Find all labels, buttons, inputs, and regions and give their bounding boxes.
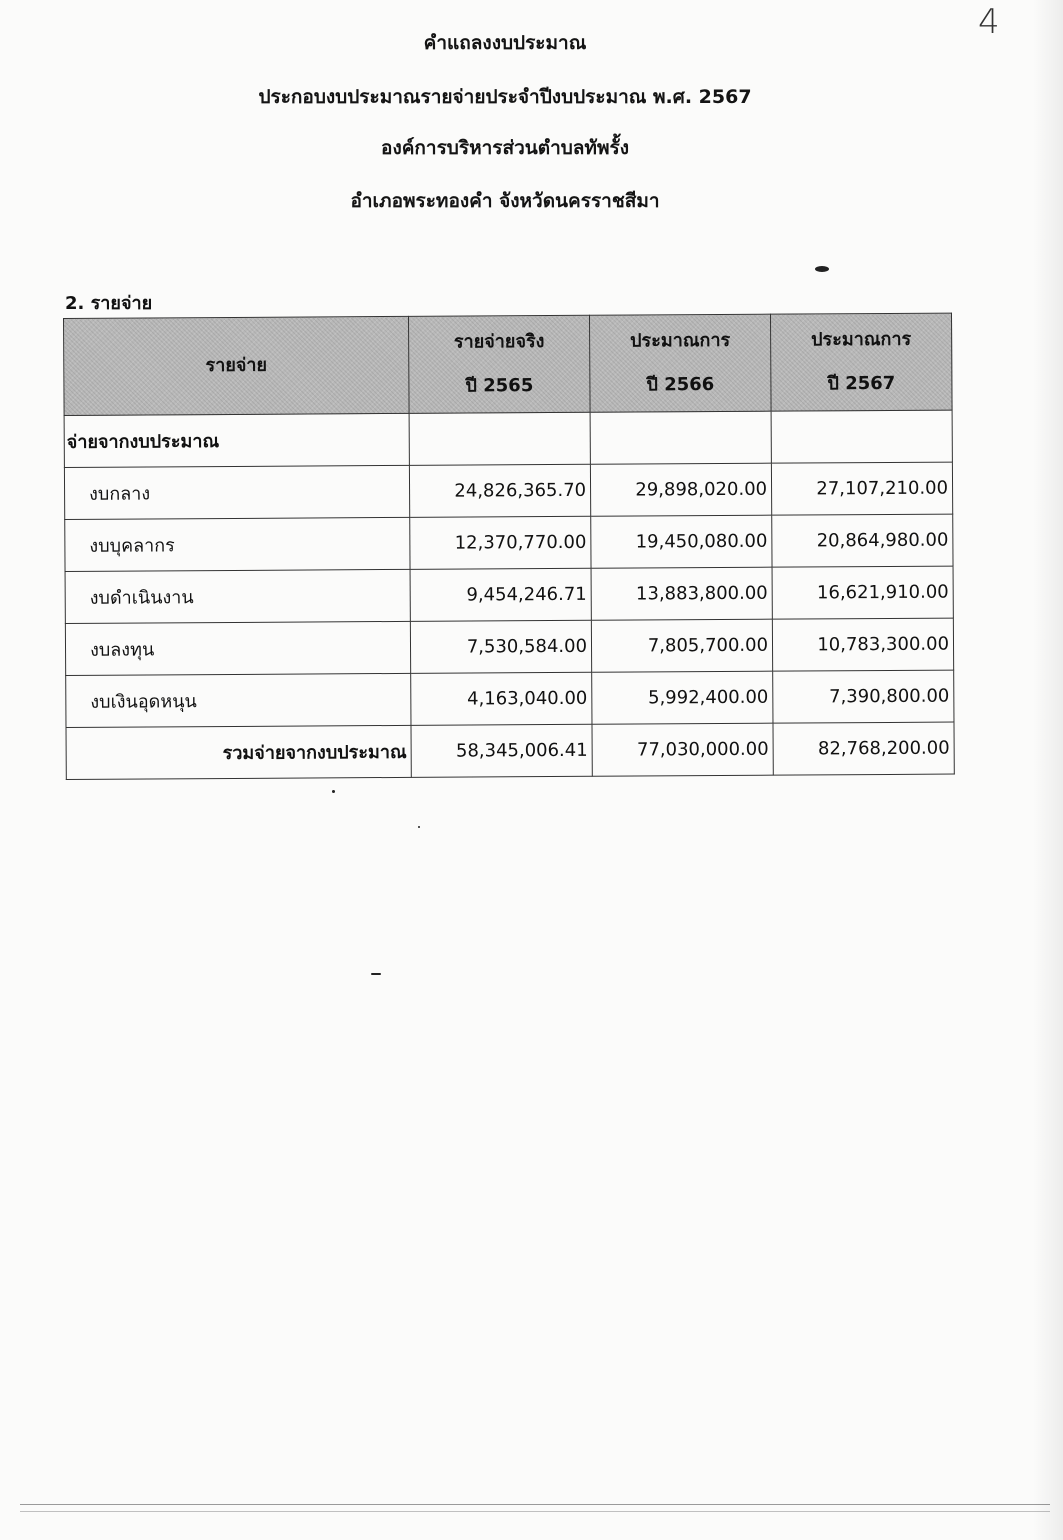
table-header-row — [64, 313, 953, 415]
value-2566: 7,805,700.00 — [591, 619, 772, 672]
document-title: คำแถลงงบประมาณ — [423, 32, 587, 54]
header-actual-label: รายจ่ายจริง — [453, 331, 545, 353]
table-row — [65, 618, 953, 675]
value-2567: 27,107,210.00 — [771, 462, 952, 515]
group-label: จ่ายจากงบประมาณ — [64, 413, 409, 467]
value-2566: 19,450,080.00 — [591, 515, 772, 568]
empty-cell — [771, 410, 952, 463]
value-2567: 16,621,910.00 — [772, 566, 953, 619]
total-row — [66, 722, 954, 779]
total-label: รวมจ่ายจากงบประมาณ — [66, 725, 411, 779]
table-row — [66, 670, 954, 727]
scan-speck — [418, 826, 420, 828]
header-estimate-2567 — [770, 313, 952, 411]
header-estimate-2566-year: ปี 2566 — [646, 374, 715, 396]
header-actual-year: ปี 2565 — [465, 375, 534, 397]
scan-edge-shadow — [1033, 0, 1063, 1540]
total-2565: 58,345,006.41 — [411, 724, 592, 777]
header-actual-2565 — [408, 315, 590, 413]
value-2565: 7,530,584.00 — [410, 620, 591, 673]
header-estimate-2566 — [589, 314, 771, 412]
header-estimate-2567-label: ประมาณการ — [811, 328, 912, 351]
value-2566: 13,883,800.00 — [591, 567, 772, 620]
expenditure-table — [63, 313, 955, 780]
total-2566: 77,030,000.00 — [592, 723, 773, 776]
empty-cell — [409, 412, 590, 465]
value-2566: 29,898,020.00 — [590, 463, 771, 516]
empty-cell — [590, 411, 771, 464]
total-2567: 82,768,200.00 — [773, 722, 954, 775]
value-2566: 5,992,400.00 — [592, 671, 773, 724]
value-2567: 20,864,980.00 — [772, 514, 953, 567]
location-line: อำเภอพระทองคำ จังหวัดนครราชสีมา — [350, 190, 660, 212]
value-2567: 10,783,300.00 — [772, 618, 953, 671]
row-label: งบดำเนินงาน — [65, 569, 410, 623]
row-label: งบกลาง — [64, 465, 409, 519]
handwritten-page-number: 4 — [978, 2, 1000, 42]
row-label: งบลงทุน — [65, 621, 410, 675]
table-row — [65, 566, 953, 623]
header-expenditure — [64, 316, 410, 415]
organization-name: องค์การบริหารส่วนตำบลทัพรั้ง — [381, 137, 629, 159]
value-2567: 7,390,800.00 — [773, 670, 954, 723]
section-heading: 2. รายจ่าย — [65, 293, 153, 314]
scan-speck — [332, 790, 335, 793]
value-2565: 12,370,770.00 — [410, 516, 591, 569]
value-2565: 4,163,040.00 — [411, 672, 592, 725]
scan-speck — [815, 266, 829, 272]
scan-speck — [371, 973, 381, 975]
header-estimate-2567-year: ปี 2567 — [827, 372, 896, 395]
header-estimate-2566-label: ประมาณการ — [630, 329, 731, 352]
header-expenditure-label: รายจ่าย — [205, 354, 268, 377]
group-row — [64, 410, 952, 467]
scan-rule — [20, 1504, 1050, 1505]
document-subtitle: ประกอบงบประมาณรายจ่ายประจำปีงบประมาณ พ.ศ. 2567 — [258, 86, 752, 108]
row-label: งบบุคลากร — [65, 517, 410, 571]
table-row — [65, 514, 953, 571]
row-label: งบเงินอุดหนุน — [66, 673, 411, 727]
value-2565: 9,454,246.71 — [410, 568, 591, 621]
scan-rule — [20, 1511, 1050, 1512]
table-row — [64, 462, 952, 519]
value-2565: 24,826,365.70 — [409, 464, 590, 517]
